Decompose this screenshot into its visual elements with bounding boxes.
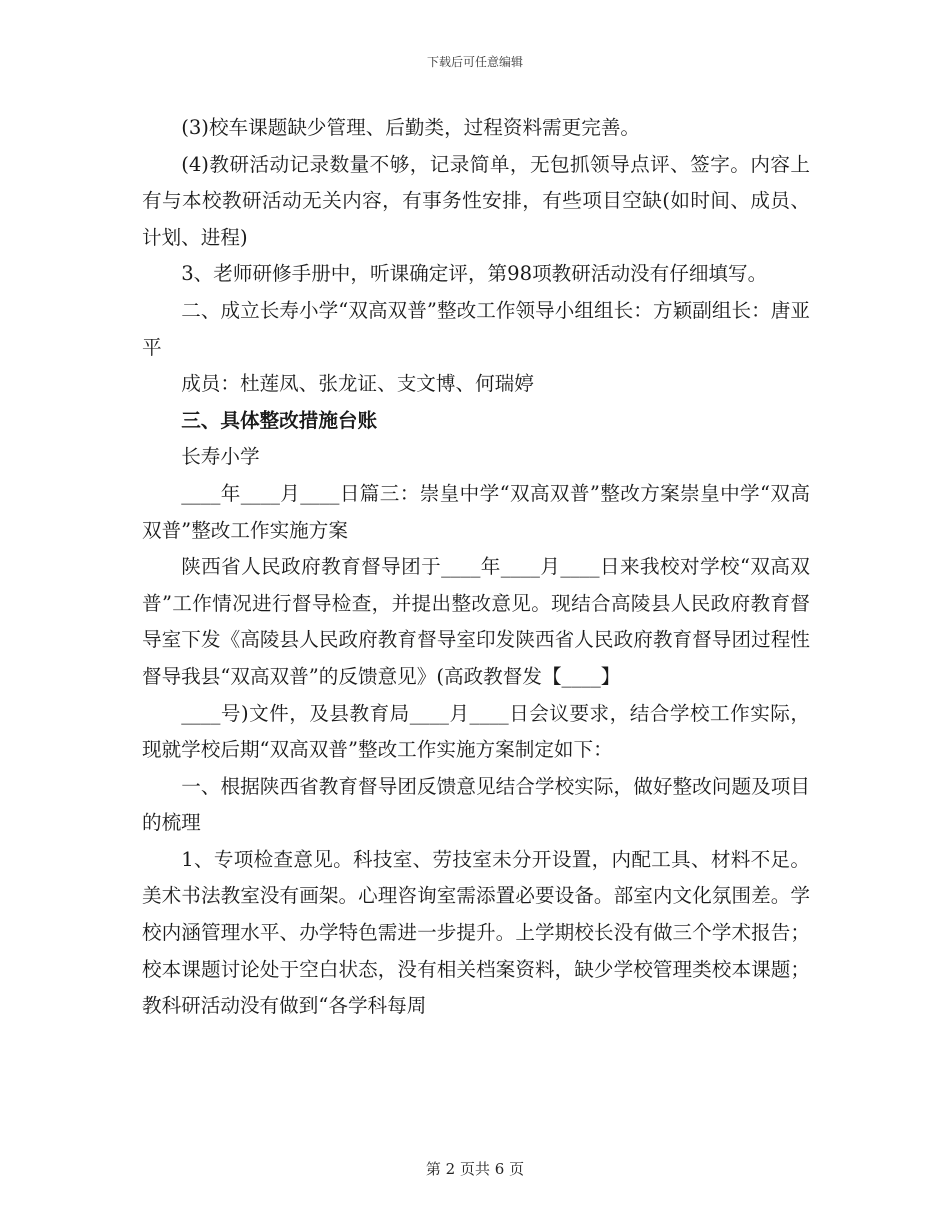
paragraph-7: 长寿小学: [181, 445, 260, 469]
paragraph-5: 成员：杜莲凤、张龙证、支文博、何瑞婷: [181, 372, 534, 396]
paragraph-2: (4)教研活动记录数量不够，记录简单，无包抓领导点评、签字。内容上有与本校教研活动无关内容，有事务性安排，有些项目空缺(如时间、成员、计划、进程): [142, 152, 810, 249]
document-body: [142, 110, 810, 1025]
paragraph-1: (3)校车课题缺少管理、后勤类，过程资料需更完善。: [181, 116, 641, 139]
page-number: 第 2 页共 6 页: [425, 1160, 525, 1178]
paragraph-3: 3、老师研修手册中，听课确定评，第98项教研活动没有仔细填写。: [181, 262, 768, 286]
paragraph-10: ____号)文件，及县教育局____月____日会议要求，结合学校工作实际，现就学校后期“双高双普”整改工作实施方案制定如下：: [142, 701, 810, 762]
paragraph-8: ____年____月____日篇三：崇皇中学“双高双普”整改方案崇皇中学“双高双普”整改工作实施方案: [142, 481, 810, 542]
section-heading: 三、具体整改措施台账: [181, 408, 378, 432]
paragraph-4: 二、成立长寿小学“双高双普”整改工作领导小组组长：方颖副组长：唐亚平: [142, 298, 810, 359]
paragraph-11: 一、根据陕西省教育督导团反馈意见结合学校实际，做好整改问题及项目的梳理: [142, 774, 810, 835]
page-header: 下载后可任意编辑: [426, 55, 523, 69]
paragraph-9: 陕西省人民政府教育督导团于____年____月____日来我校对学校“双高双普”工作情况进行督导检查，并提出整改意见。现结合高陵县人民政府教育督导室下发《高陵县人民政府教育督导室印发陕西省人民政府教育督导团过程性督导我县“双高双普”的反馈意见》(高政教督发【____】: [142, 555, 810, 688]
paragraph-12: 1、专项检查意见。科技室、劳技室未分开设置，内配工具、材料不足。美术书法教室没有画架。心理咨询室需添置必要设备。部室内文化氛围差。学校内涵管理水平、办学特色需进一步提升。上学期校长没有做三个学术报告；校本课题讨论处于空白状态，没有相关档案资料，缺少学校管理类校本课题；教科研活动没有做到“各学科每周: [142, 847, 810, 1018]
